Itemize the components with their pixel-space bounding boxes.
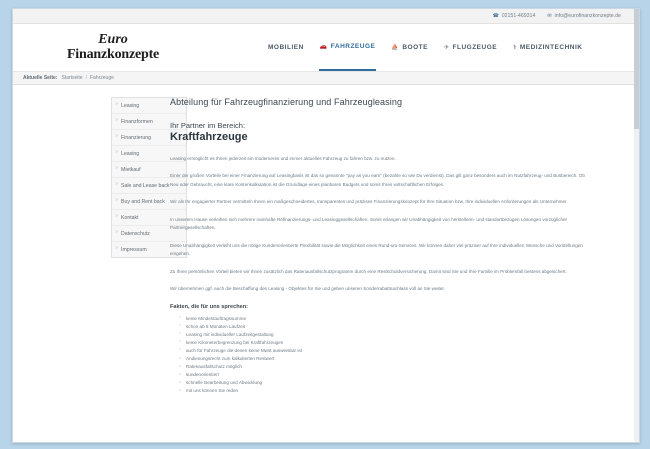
sidebar-item-label: Leasing (121, 102, 140, 109)
list-item: ○ Andienungsrecht zum kalkulierten Restwert (180, 355, 594, 363)
site-header (13, 24, 639, 71)
sidebar-menu (111, 97, 187, 258)
sidebar-item-leasing[interactable] (112, 146, 186, 162)
list-item: ○ keine Kilometerbegrenzung bei Kraftfahrzeugen (180, 339, 594, 347)
list-item: ○ auch für Fahrzeuge die denen keine Mwst ausweisbar ist (180, 347, 594, 355)
list-item: ○ mit uns können Sie reden (180, 387, 594, 395)
facts-list (170, 315, 594, 395)
sidebar-item-mietkauf[interactable] (112, 162, 186, 178)
paragraph: Wir übernehmen ggf. auch die Beschaffung des Leasing - Objektes für Sie und geben unseren Sonderrabattnachlass voll an Sie weiter. (170, 286, 445, 292)
email-contact[interactable] (547, 13, 621, 19)
site-logo[interactable] (13, 33, 185, 62)
sidebar (13, 97, 170, 438)
car-icon: 🚗 (319, 44, 328, 50)
nav-label: FAHRZEUGE (330, 43, 376, 50)
breadcrumb-current: Fahrzeuge (89, 75, 114, 81)
nav-item-boote[interactable] (390, 24, 429, 71)
logo-line-1: Euro (98, 31, 128, 47)
paragraph: In unserem Hause verleihen sich mehrere namhafte Refinanzierungs- und Leasinggesellschaften. Somit erlangen wir Unabhängigkeit von herstellerin- und standortbezogen Lösungen vorzüglicher Partnergesellschaften. (170, 216, 568, 231)
sidebar-item-datenschutz[interactable] (112, 226, 186, 242)
nav-item-medizintechnik[interactable] (512, 24, 583, 71)
logo-line-2: Finanzkonzepte (66, 46, 160, 62)
paragraph: Diese Unabhängigkeit verleiht uns die nötige Kundenorientierte Flexibilität sowie die Möglichkeit eines Rund-um-Services. Wir können daher viel präziser auf Ihre individuellen Wünsche und Vorstellungen eingehen. (170, 242, 583, 257)
sidebar-item-label: Finanzierung (121, 134, 151, 141)
sidebar-item-label: Mietkauf (121, 166, 141, 173)
list-item: ○ schon ab 6 Monaten Laufzeit (180, 323, 594, 331)
phone-contact[interactable] (493, 13, 536, 19)
sidebar-item-leasing-top[interactable] (112, 98, 186, 114)
plane-icon: ✈ (443, 45, 450, 51)
mail-icon: ✉ (547, 12, 552, 19)
nav-label: FLUGZEUGE (452, 44, 498, 51)
nav-label: MEDIZINTECHNIK (519, 44, 583, 51)
page-title: Abteilung für Fahrzeugfinanzierung und Fahrzeugleasing (170, 97, 403, 107)
sidebar-item-label: Sale and Lease back (121, 182, 170, 189)
list-item: ○ Ratenausfallschutz möglich (180, 363, 594, 371)
breadcrumb-label: Aktuelle Seite: (23, 75, 58, 81)
list-item: ○ Leasing mit individueller Laufzeitgestaltung (180, 331, 594, 339)
main-article (148, 97, 639, 438)
sidebar-item-finanzierung[interactable] (112, 130, 186, 146)
sidebar-item-label: Buy and Rent back (121, 198, 165, 205)
phone-icon: ☎ (492, 12, 499, 19)
nav-item-fahrzeuge[interactable] (319, 24, 377, 71)
page-subtitle: Ihr Partner im Bereich: (170, 121, 246, 130)
sidebar-item-label: Kontakt (121, 214, 139, 221)
browser-window (12, 8, 640, 443)
paragraph: Einer der großen Vorteile bei einer Finanzierung auf Leasingbasis ist das so genannte "pay as you earn" (bezahle so wie Du verdienst). Das gilt ganz besonders auch im Nutzfahrzeug- und Busbereich. Ob Neu oder Gebraucht, eine klare Kostenkalkulation ist die Grundlage eines planbaren Budgets und somit Ihres wirtschaftlichen Erfolges. (170, 173, 585, 187)
nav-item-mobilien[interactable] (267, 24, 305, 71)
medical-icon: ⚕ (513, 45, 517, 51)
list-item: ○ kundenorientiert (180, 371, 594, 379)
phone-number: 02151-469314 (501, 13, 536, 19)
sidebar-item-impressum[interactable] (112, 242, 186, 257)
sidebar-item-label: Leasing (121, 150, 140, 157)
main-navigation (267, 24, 583, 71)
nav-label: BOOTE (402, 44, 428, 51)
breadcrumb (13, 71, 639, 85)
paragraph: Zu Ihren persönlichen Vorteil bieten wir Ihnen zusätzlich das Ratenausfallschutzprogramm durch eine Restschuldversicherung. Damit sind Sie und Ihre Familie im Problemfall bestens abgesichert. (170, 268, 567, 274)
sidebar-item-sale-and-lease-back[interactable] (112, 178, 186, 194)
breadcrumb-separator: / (85, 75, 87, 81)
list-item: ○ schnelle Bearbeitung und Abwicklung (180, 379, 594, 387)
list-item: ○ keine Mindestauftragssumme (180, 315, 594, 323)
scrollbar-track[interactable] (634, 9, 639, 442)
utility-bar (13, 9, 639, 24)
page-heading: Kraftfahrzeuge (170, 131, 248, 143)
facts-heading: Fakten, die für uns sprechen: (170, 303, 249, 310)
sidebar-item-kontakt[interactable] (112, 210, 186, 226)
paragraph: Wir als Ihr engagierter Partner vermitteln Ihnen ein maßgeschneidertes, transparentes und präzises Finanzierungskonzept für Ihre Situation bzw. Ihre individuellen Anforderungen als Unternehmer. (170, 199, 568, 205)
sidebar-item-buy-and-rent-back[interactable] (112, 194, 186, 210)
sidebar-item-label: Finanzformen (121, 118, 153, 125)
boat-icon: ⛵ (391, 45, 400, 51)
paragraph: Leasing ermöglicht es Ihnen jederzeit ein moderneres und immer aktuelles Fahrzeug zu fahren bzw. zu nutzen. (170, 156, 396, 161)
scrollbar-thumb[interactable] (634, 9, 639, 129)
nav-item-flugzeuge[interactable] (443, 24, 498, 71)
sidebar-item-label: Impressum (121, 246, 147, 253)
sidebar-item-label: Datenschutz (121, 230, 150, 237)
page-content (13, 85, 639, 438)
sidebar-item-finanzformen[interactable] (112, 114, 186, 130)
email-address: info@eurofinanzkonzepte.de (554, 13, 621, 19)
nav-label: MOBILIEN (268, 44, 304, 51)
breadcrumb-home-link[interactable]: Startseite (61, 75, 83, 81)
